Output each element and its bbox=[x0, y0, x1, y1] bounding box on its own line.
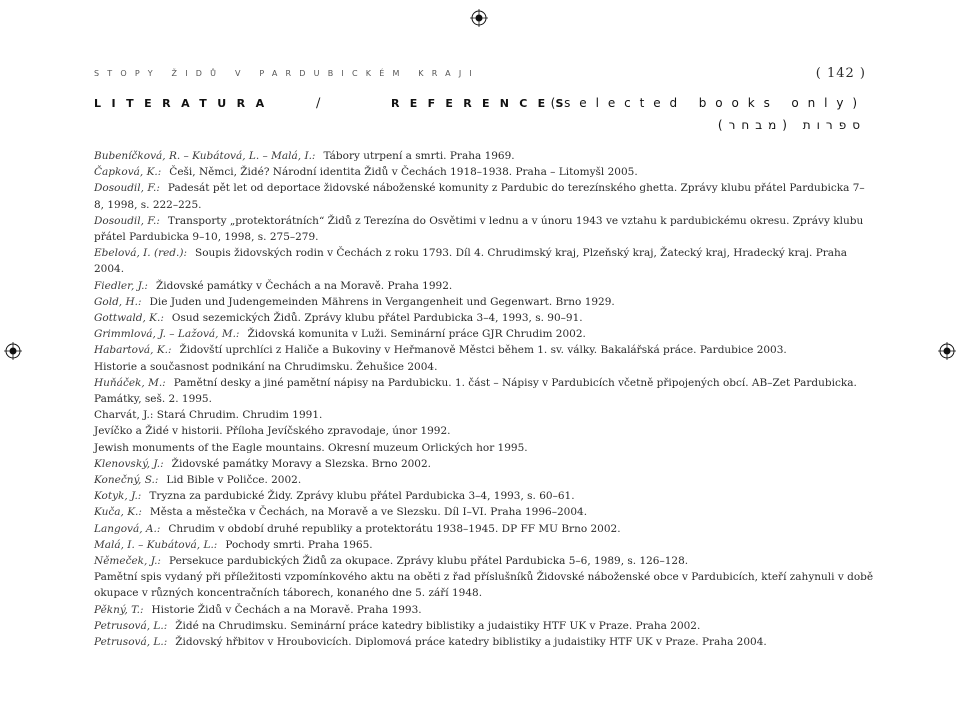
entry-author: Fiedler, J.: bbox=[94, 279, 148, 292]
page-number: ( 142 ) bbox=[815, 66, 866, 81]
entry-text: Pochody smrti. Praha 1965. bbox=[225, 538, 373, 551]
bibliography-entry bbox=[94, 407, 874, 423]
entry-text: Historie a současnost podnikání na Chrudimsku. Žehušice 2004. bbox=[94, 360, 438, 373]
entry-author: Gold, H.: bbox=[94, 295, 142, 308]
entry-text: Židovské památky Moravy a Slezska. Brno 2002. bbox=[171, 457, 432, 470]
bibliography-entry bbox=[94, 602, 874, 618]
heading-literatura: LITERATURA bbox=[94, 97, 275, 110]
bibliography-entry bbox=[94, 472, 874, 488]
bibliography-entry bbox=[94, 278, 874, 294]
entry-text: Jewish monuments of the Eagle mountains. Okresní muzeum Orlických hor 1995. bbox=[94, 441, 528, 454]
section-heading bbox=[94, 96, 866, 114]
entry-text: Padesát pět let od deportace židovské náboženské komunity z Pardubic do terezínského ghetta. Zprávy klubu přátel Pardubicka 7–8, 1998, s. 222–225. bbox=[94, 182, 865, 211]
bibliography-entry bbox=[94, 342, 874, 358]
entry-author: Langová, A.: bbox=[94, 522, 161, 535]
entry-text: Pamětní desky a jiné pamětní nápisy na Pardubicku. 1. část – Nápisy v Pardubicích včetně připojených obcí. AB–Zet Pardubicka. Památky, seš. 2. 1995. bbox=[94, 376, 857, 406]
bibliography-entry bbox=[94, 537, 874, 553]
entry-author: Grimmlová, J. – Lažová, M.: bbox=[94, 328, 240, 341]
bibliography-entry bbox=[94, 164, 874, 180]
entry-author: Gottwald, K.: bbox=[94, 312, 164, 325]
bibliography-entry bbox=[94, 310, 874, 326]
bibliography-entry bbox=[94, 294, 874, 310]
bibliography-entry bbox=[94, 634, 874, 650]
registration-mark-icon bbox=[4, 342, 22, 360]
bibliography-entry bbox=[94, 148, 874, 164]
entry-author: Malá, I. – Kubátová, L.: bbox=[94, 538, 218, 551]
bibliography-list bbox=[94, 148, 874, 650]
bibliography-entry bbox=[94, 521, 874, 537]
entry-text: Židovský hřbitov v Hroubovicích. Diplomová práce katedry biblistiky a judaistiky HTF UK v Praze. Praha 2004. bbox=[175, 636, 767, 649]
running-head: STOPY ŽIDŮ V PARDUBICKÉM KRAJI bbox=[94, 69, 480, 78]
entry-text: Židovské památky v Čechách a na Moravě. Praha 1992. bbox=[155, 279, 453, 292]
entry-text: Charvát, J.: Stará Chrudim. Chrudim 1991. bbox=[94, 409, 323, 422]
bibliography-entry bbox=[94, 553, 874, 569]
entry-author: Pěkný, T.: bbox=[94, 603, 144, 616]
bibliography-entry bbox=[94, 423, 874, 439]
bibliography-entry bbox=[94, 375, 874, 407]
entry-text: Soupis židovských rodin v Čechách z roku 1793. Díl 4. Chrudimský kraj, Plzeňský kraj, Žatecký kraj, Hradecký kraj. Praha 2004. bbox=[94, 247, 848, 276]
bibliography-entry bbox=[94, 456, 874, 472]
entry-text: Tryzna za pardubické Židy. Zprávy klubu přátel Pardubicka 3–4, 1993, s. 60–61. bbox=[149, 490, 575, 503]
entry-author: Huňáček, M.: bbox=[94, 376, 166, 389]
entry-author: Klenovský, J.: bbox=[94, 457, 164, 470]
entry-author: Petrusová, L.: bbox=[94, 619, 168, 632]
entry-text: Židovská komunita v Luži. Seminární práce GJR Chrudim 2002. bbox=[247, 328, 586, 341]
bibliography-entry bbox=[94, 245, 874, 277]
entry-author: Dosoudil, F.: bbox=[94, 214, 160, 227]
entry-author: Dosoudil, F.: bbox=[94, 182, 160, 195]
entry-text: Transporty „protektorátních“ Židů z Terezína do Osvětimi v lednu a v únoru 1943 ve vztahu k pardubickému okresu. Zprávy klubu přátel Pardubicka 9–10, 1998, s. 275–279. bbox=[94, 214, 864, 244]
bibliography-entry bbox=[94, 618, 874, 634]
entry-author: Kotyk, J.: bbox=[94, 490, 142, 503]
bibliography-entry bbox=[94, 359, 874, 375]
bibliography-entry bbox=[94, 180, 874, 212]
heading-slash: / bbox=[316, 96, 321, 111]
entry-text: Chrudim v období druhé republiky a protektorátu 1938–1945. DP FF MU Brno 2002. bbox=[168, 522, 621, 535]
entry-text: Die Juden und Judengemeinden Mährens in Vergangenheit und Gegenwart. Brno 1929. bbox=[149, 295, 615, 308]
bibliography-entry bbox=[94, 488, 874, 504]
bibliography-entry bbox=[94, 569, 874, 601]
entry-author: Bubeníčková, R. – Kubátová, L. – Malá, I.: bbox=[94, 150, 316, 162]
entry-text: Persekuce pardubických Židů za okupace. Zprávy klubu přátel Pardubicka 5–6, 1989, s. 126–128. bbox=[168, 555, 689, 568]
entry-text: Židé na Chrudimsku. Seminární práce katedry biblistiky a judaistiky HTF UK v Praze. Praha 2002. bbox=[175, 619, 701, 632]
entry-author: Němeček, J.: bbox=[94, 555, 161, 568]
entry-text: Židovští uprchlíci z Haliče a Bukoviny v Heřmanově Městci během 1. sv. války. Bakalářská práce. Pardubice 2003. bbox=[179, 344, 787, 357]
heading-selected: (selected books only) bbox=[550, 96, 866, 110]
entry-author: Habartová, K.: bbox=[94, 344, 172, 357]
bibliography-entry bbox=[94, 326, 874, 342]
entry-text: Pamětní spis vydaný při příležitosti vzpomínkového aktu na oběti z řad příslušníků Židovské náboženské obce v Pardubicích, kteří zahynuli v době okupace v různých koncentračních táborech, konaného dne 5. září 1948. bbox=[94, 571, 874, 600]
entry-text: Osud sezemických Židů. Zprávy klubu přátel Pardubicka 3–4, 1993, s. 90–91. bbox=[171, 312, 583, 325]
registration-mark-icon bbox=[470, 9, 488, 27]
entry-author: Ebelová, I. (red.): bbox=[94, 247, 187, 260]
heading-references: REFERENCES bbox=[391, 97, 574, 110]
entry-author: Konečný, S.: bbox=[94, 474, 159, 487]
entry-text: Historie Židů v Čechách a na Moravě. Praha 1993. bbox=[151, 603, 422, 616]
entry-text: Lid Bible v Poličce. 2002. bbox=[166, 474, 302, 487]
entry-text: Města a městečka v Čechách, na Moravě a ve Slezsku. Díl I–VI. Praha 1996–2004. bbox=[149, 506, 588, 519]
entry-text: Jevíčko a Židé v historii. Příloha Jevíčského zpravodaje, únor 1992. bbox=[94, 425, 451, 438]
bibliography-entry bbox=[94, 440, 874, 456]
bibliography-entry bbox=[94, 213, 874, 245]
entry-author: Kuča, K.: bbox=[94, 506, 142, 519]
entry-author: Čapková, K.: bbox=[94, 166, 162, 179]
bibliography-entry bbox=[94, 504, 874, 520]
registration-mark-icon bbox=[938, 342, 956, 360]
heading-hebrew: (ספרות (מבחר bbox=[717, 118, 866, 132]
entry-author: Petrusová, L.: bbox=[94, 636, 168, 649]
entry-text: Češi, Němci, Židé? Národní identita Židů v Čechách 1918–1938. Praha – Litomyšl 2005. bbox=[169, 166, 638, 179]
entry-text: Tábory utrpení a smrti. Praha 1969. bbox=[323, 150, 515, 162]
